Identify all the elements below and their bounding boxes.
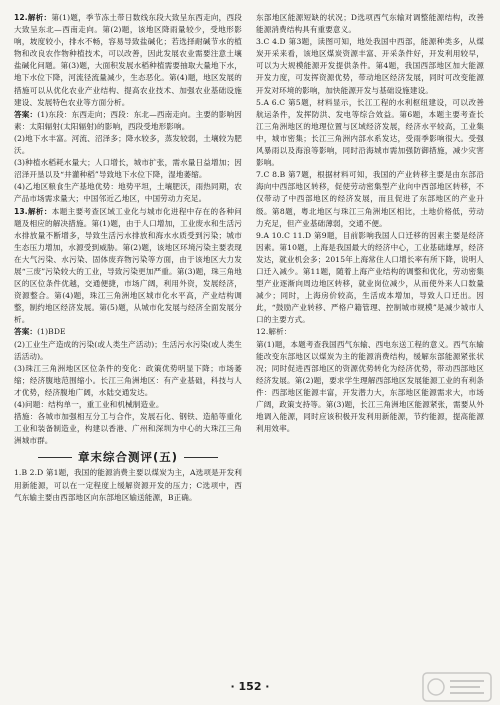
- section-title-text: 章末综合测评(五): [77, 450, 178, 465]
- left-paragraph: [14, 157, 242, 181]
- paragraph-lead: 答案：: [14, 109, 38, 119]
- left-paragraph: [14, 206, 242, 327]
- title-rule-right: [184, 457, 218, 458]
- left-paragraph: [14, 109, 242, 133]
- paragraph-text: (2)工业生产造成的污染(或人类生产活动)；生活污水污染(或人类生活活动)。: [14, 339, 242, 361]
- paragraph-text: 措施：各城市加强相互分工与合作，发展石化、钢铁、造船等重化工业和装备制造业，构建以香港、广州和深圳为中心的大珠江三角洲城市群。: [14, 412, 242, 446]
- left-column: [14, 12, 242, 504]
- left-paragraph: [14, 326, 242, 338]
- right-column: [256, 12, 484, 435]
- right-paragraph: [256, 12, 484, 36]
- left-paragraph: [14, 339, 242, 363]
- paragraph-text: (1)东段：东西走向；西段：东北—西南走向。主要的影响因素：太阳辐射(太阳辐射)的影响，西段受地形影响。: [14, 109, 242, 131]
- paragraph-text: (1)BDE: [37, 327, 66, 337]
- paragraph-text: 12.解析：: [256, 327, 292, 337]
- paragraph-text: 1.B 2.D 第1题，我国的能源消费主要以煤炭为主，A选项是开发利用新能源，可以在一定程度上缓解资源开发的压力；C选项中，西气东输主要由西部地区向东部地区输送能源，B正确。: [14, 468, 242, 502]
- left-paragraph: [14, 181, 242, 205]
- paragraph-text: 9.A 10.C 11.D 第9题，目前影响我国人口迁移的因素主要是经济因素。第10题，上海是我国最大的经济中心，工业基础雄厚，经济发达，就业机会多；2015年上海常住人口增长率有所下降，说明人口迁入减少。第11题，随着上海产业结构的调整和优化，劳动密集型产业逐渐向周边地区转移，就业岗位减少，从而使外来人口数量减少；同时，上海房价较高，生活成本增加，导致人口迁出。因此，“鼓励产业转移、严格户籍管理、控制城市规模”是减少城市人口的主要方式。: [256, 230, 484, 325]
- right-paragraph: [256, 326, 484, 338]
- left-paragraph: [14, 411, 242, 447]
- paragraph-text: (3)种植水稻耗水量大；人口增长，城市扩张，需水量日益增加；因沼泽开垦以及“井灌种稻”导致地下水位下降，湿地萎缩。: [14, 158, 242, 180]
- paragraph-text: 东部地区能源短缺的状况；D选项西气东输对调整能源结构，改善能源消费结构具有重要意义。: [256, 13, 484, 35]
- left-answer-list: [14, 12, 242, 447]
- paragraph-text: (4)问题：结构单一，重工业和机械制造业。: [14, 400, 164, 409]
- paragraph-text: 本题主要考查区域工业化与城市化进程中存在的各种问题及相应的解决措施。第(1)题，由于人口增加，工业废水和生活污水排放量不断增多，导致生活污水排放和海水水质受到污染；城市生态压力增加，水源受到威胁。第(2)题，该地区环境污染主要表现在大气污染、水污染、固体废弃物污染等方面，由于该地区大力发展“三废”污染较大的工业，导致污染更加严重。第(3)题，珠三角地区的区位条件优越，交通便捷，市场广阔，利用外资，发展经济，资源整合。第(4)题，珠江三角洲地区城市化水平高，产业结构调整，制约地区经济发展。第(5)题，从城市化发展与经济全面发展分析。: [14, 206, 242, 325]
- section-title: [14, 451, 242, 463]
- paragraph-text: 第(1)题，季节冻土带日数线东段大致呈东西走向，西段大致呈东北—西南走向。第(2)题，该地区降雨量较少，受地形影响，坡度较小，排水不畅，容易导致盐碱化；若选择耐碱节水的植物和改良农作物种植技术，可以改善，因此发展农业需要注意土壤盐碱化问题。第(3)题，大面积发展水稻种植需要抽取大量地下水，地下水位下降，河流径流量减少，生态恶化。第(4)题，地区发展的措施可以从优化农业产业结构、提高农业技术、加强农业基础设施建设、发展特色农业等方面分析。: [14, 13, 242, 107]
- right-paragraph: [256, 339, 484, 436]
- right-paragraph: [256, 230, 484, 327]
- paragraph-text: 第(1)题，本题考查我国西气东输、西电东送工程的意义。西气东输能改变东部地区以煤炭为主的能源消费结构，缓解东部能源紧张状况；同时促进西部地区的资源优势转化为经济优势，带动西部地区经济发展。第(2)题，要求学生理解西部地区发展能源工业的有利条件：西部地区能源丰富，开发潜力大，东部地区能源需求大，市场广阔，政策支持等。第(3)题，长江三角洲地区能源紧张，需要从外地调入能源，同时应该积极开发利用新能源，节约能源，提高能源利用效率。: [256, 339, 484, 434]
- paragraph-lead: 12.解析：: [14, 13, 52, 22]
- left-paragraph: [14, 399, 242, 411]
- right-paragraph: [256, 36, 484, 96]
- paragraph-lead: 答案：: [14, 327, 38, 337]
- right-paragraph: [256, 97, 484, 170]
- title-rule-left: [38, 457, 72, 458]
- left-paragraph: [14, 133, 242, 157]
- page-number: · 152 ·: [230, 680, 270, 693]
- paragraph-text: (4)乙地区粮食生产基地优势：地势平坦，土壤肥沃，雨热同期，农产品市场需求量大；中国邻近乙地区，中国劳动力充足。: [14, 182, 242, 204]
- paragraph-lead: 13.解析：: [14, 206, 52, 216]
- left-paragraph: [14, 12, 242, 109]
- paragraph-text: (3)珠江三角洲地区区位条件的变化：政策优势明显下降；市场萎缩；经济腹地范围缩小。长江三角洲地区：有产业基础，科技与人才优势，经济腹地广阔，水陆交通发达。: [14, 363, 242, 397]
- paragraph-text: (2)地下水丰富。河流、沼泽多；降水较多，蒸发较弱，土壤较为肥沃。: [14, 133, 242, 156]
- left-paragraph: [14, 363, 242, 399]
- paragraph-text: 5.A 6.C 第5题，材料显示，长江工程的水利枢纽建设，可以改善航运条件，发挥防洪、发电等综合效益。第6题，本题主要考查长江三角洲地区的地理位置与区域经济发展，经济水平较高，工业集中，城市密集；长江三角洲内部水系发达，受雨季影响很大。受强风暴雨以及海浪等影响，同时沿海城市需加强防御措施，减少灾害影响。: [256, 97, 484, 168]
- watermark-logo-icon: [422, 672, 492, 702]
- right-answer-list: [256, 12, 484, 435]
- left-after-title-list: [14, 467, 242, 503]
- right-paragraph: [256, 169, 484, 229]
- left-after-paragraph: [14, 467, 242, 503]
- paragraph-text: 7.C 8.B 第7题，根据材料可知，我国的产业转移主要是由东部沿海向中西部地区转移，促使劳动密集型产业向中西部地区转移，不仅带动了中西部地区的经济发展，而且促进了东部地区的产业升级。第8题，粤北地区与珠江三角洲地区相比，土地价格低，劳动力充足，但产业基础薄弱，交通不便。: [256, 170, 484, 228]
- paragraph-text: 3.C 4.D 第3题，读图可知，地处我国中西部，能源种类多，从煤炭开采来看，该地区煤炭资源丰富、开采条件好，开发利用较早，可以为大规模能源开发提供条件。第4题，我国西部地区加大能源开发力度，可发挥资源优势，带动地区经济发展，同时可改变能源开发对环境的影响，加快能源开发与基础设施建设。: [256, 37, 484, 95]
